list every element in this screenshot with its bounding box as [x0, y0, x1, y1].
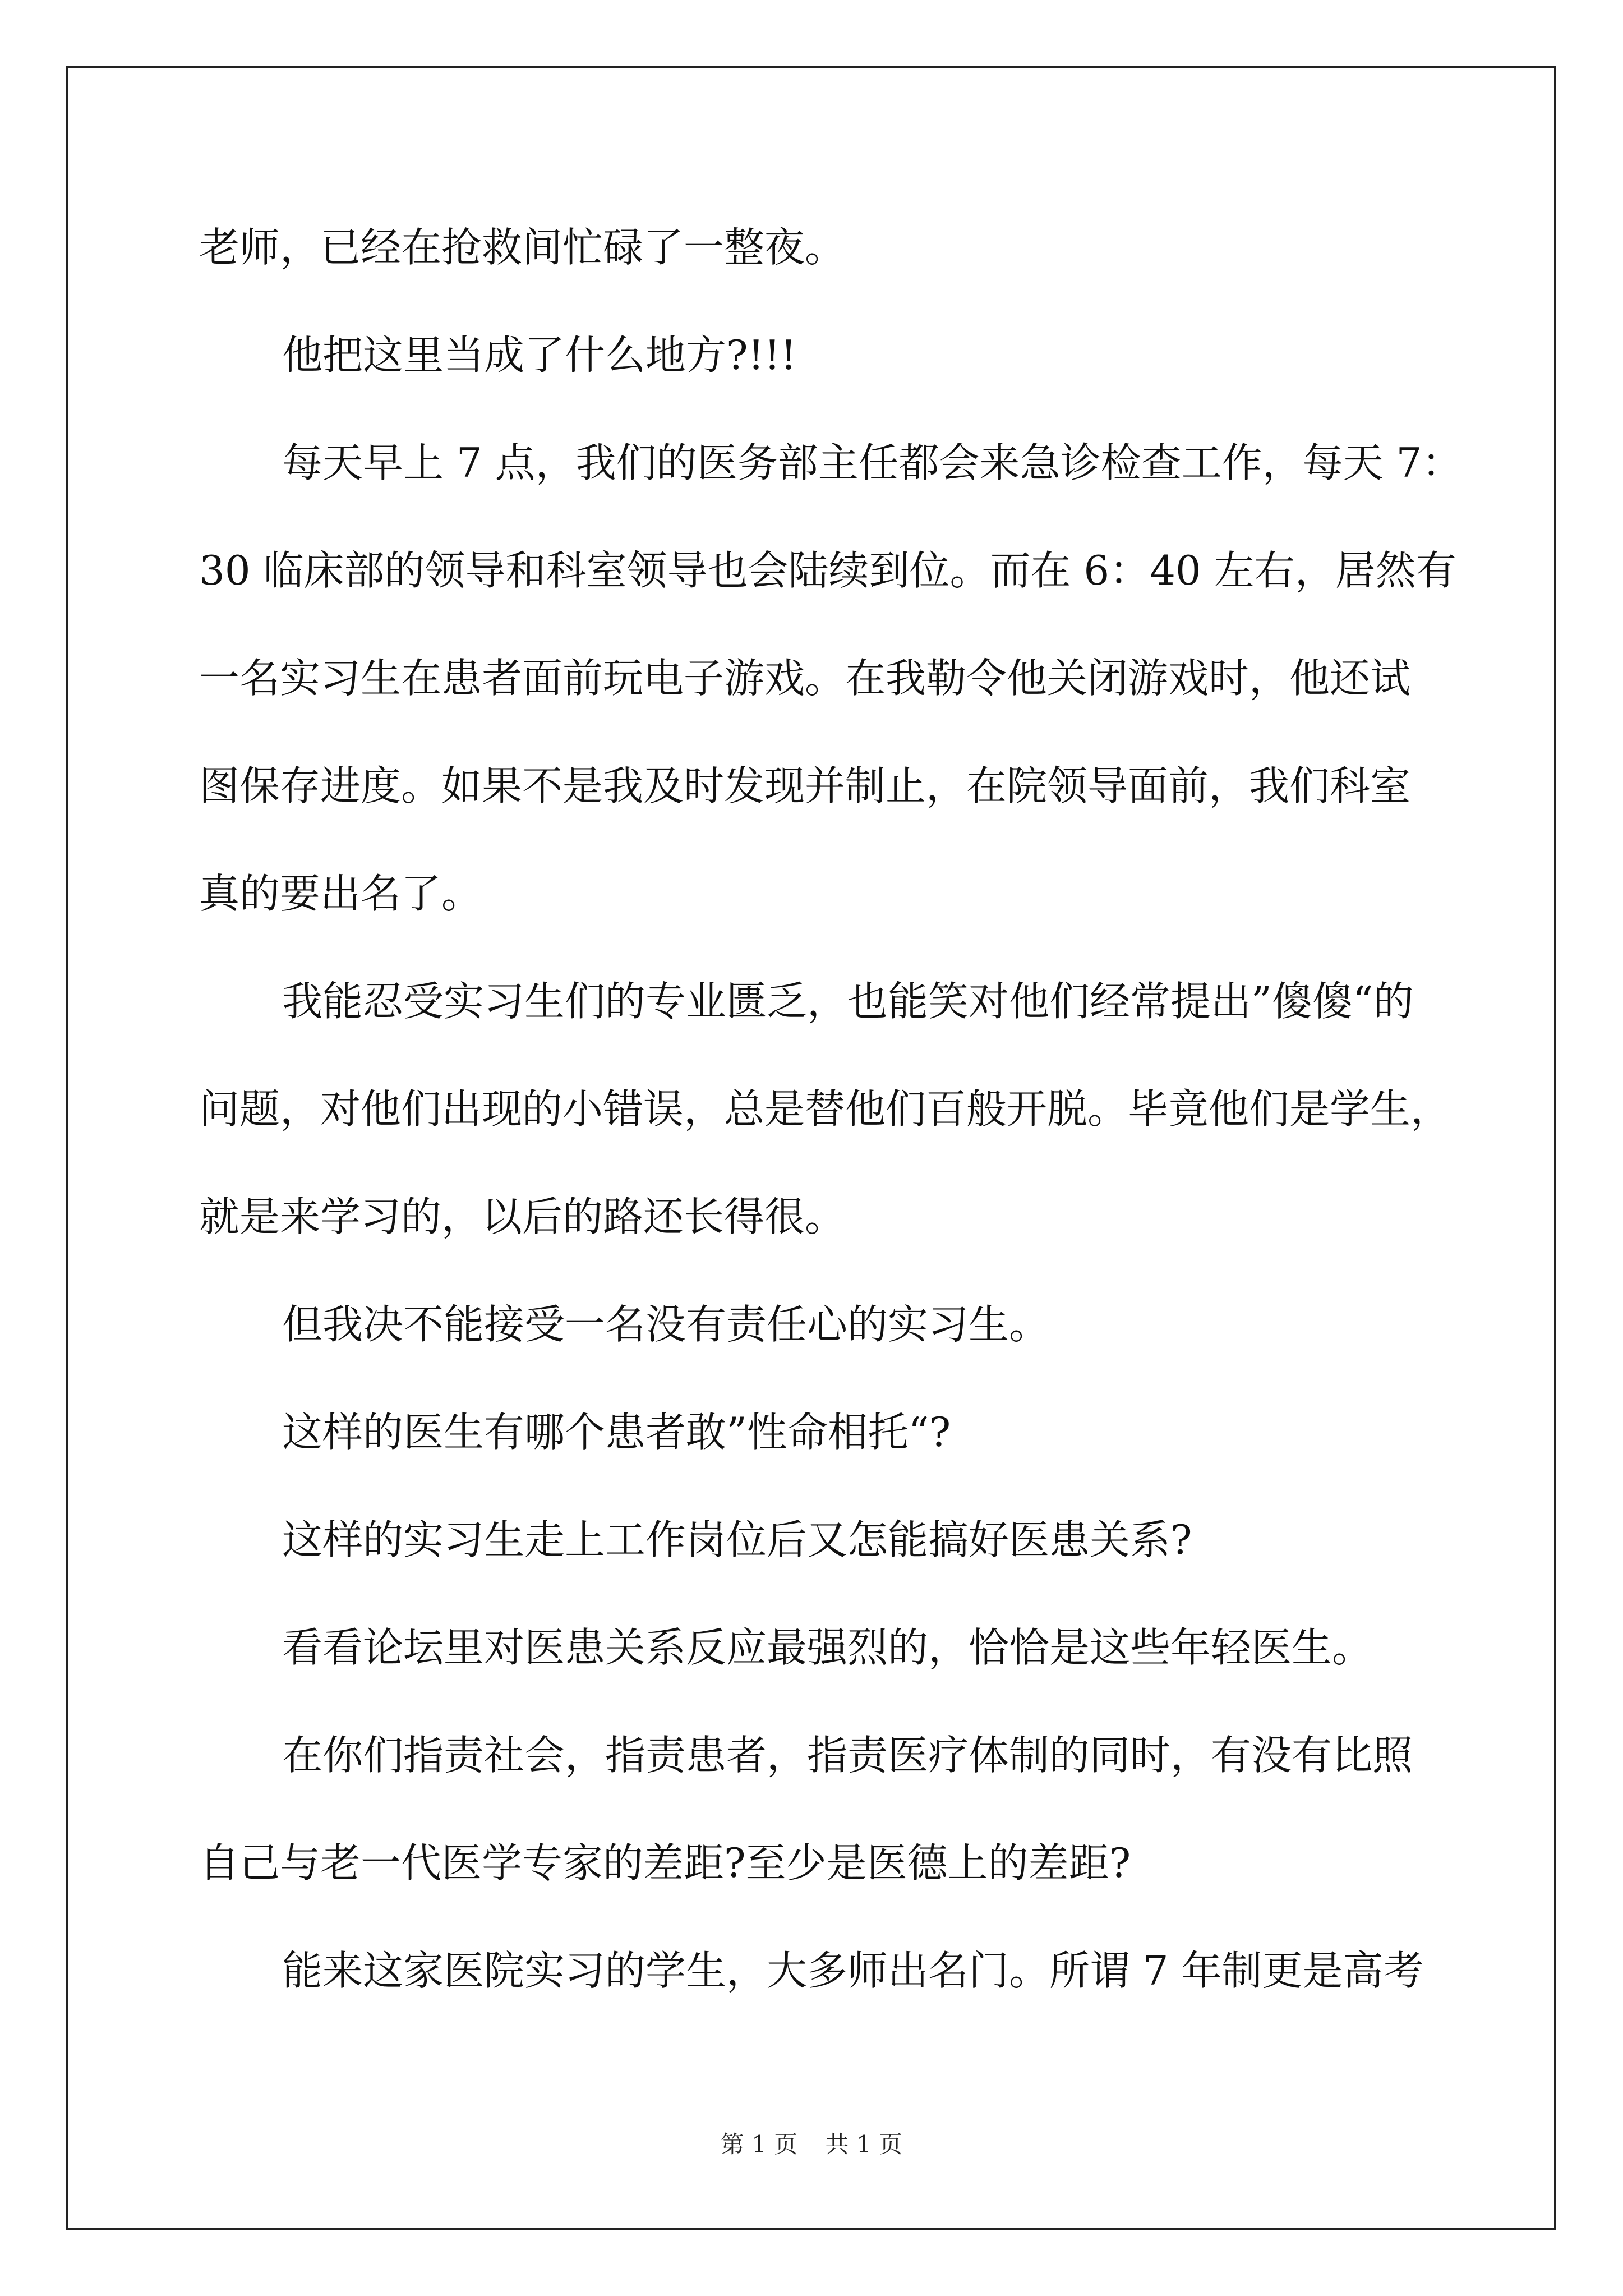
text-line: 问题，对他们出现的小错误，总是替他们百般开脱。毕竟他们是学生，: [199, 1085, 1451, 1133]
page-border: [66, 66, 1556, 2230]
page-footer: [0, 2126, 1623, 2160]
text-line: 真的要出名了。: [199, 870, 482, 917]
page-total: 共 1 页: [825, 2131, 903, 2158]
text-line: 这样的医生有哪个患者敢”性命相托“?: [282, 1409, 951, 1456]
text-line: 但我决不能接受一名没有责任心的实习生。: [282, 1301, 1050, 1348]
text-line: 在你们指责社会，指责患者，指责医疗体制的同时，有没有比照: [282, 1732, 1413, 1779]
text-line: 他把这里当成了什么地方?!!!: [282, 332, 797, 379]
text-line: 就是来学习的，以后的路还长得很。: [199, 1193, 846, 1240]
text-line: 能来这家医院实习的学生，大多师出名门。所谓 7 年制更是高考: [282, 1947, 1424, 1994]
text-line: 自己与老一代医学专家的差距?至少是医德上的差距?: [199, 1839, 1131, 1887]
text-line: 每天早上 7 点，我们的医务部主任都会来急诊检查工作，每天 7：: [282, 439, 1463, 486]
text-line: 图保存进度。如果不是我及时发现并制止，在院领导面前，我们科室: [199, 762, 1411, 809]
page-number: 第 1 页: [720, 2131, 798, 2158]
text-line: 这样的实习生走上工作岗位后又怎能搞好医患关系?: [282, 1516, 1192, 1563]
text-line: 30 临床部的领导和科室领导也会陆续到位。而在 6：40 左右，居然有: [199, 547, 1456, 594]
text-line: 一名实习生在患者面前玩电子游戏。在我勒令他关闭游戏时，他还试: [199, 655, 1411, 702]
text-line: 我能忍受实习生们的专业匮乏，也能笑对他们经常提出”傻傻“的: [282, 978, 1414, 1025]
text-line: 老师，已经在抢救间忙碌了一整夜。: [199, 224, 846, 271]
text-line: 看看论坛里对医患关系反应最强烈的，恰恰是这些年轻医生。: [282, 1624, 1373, 1671]
